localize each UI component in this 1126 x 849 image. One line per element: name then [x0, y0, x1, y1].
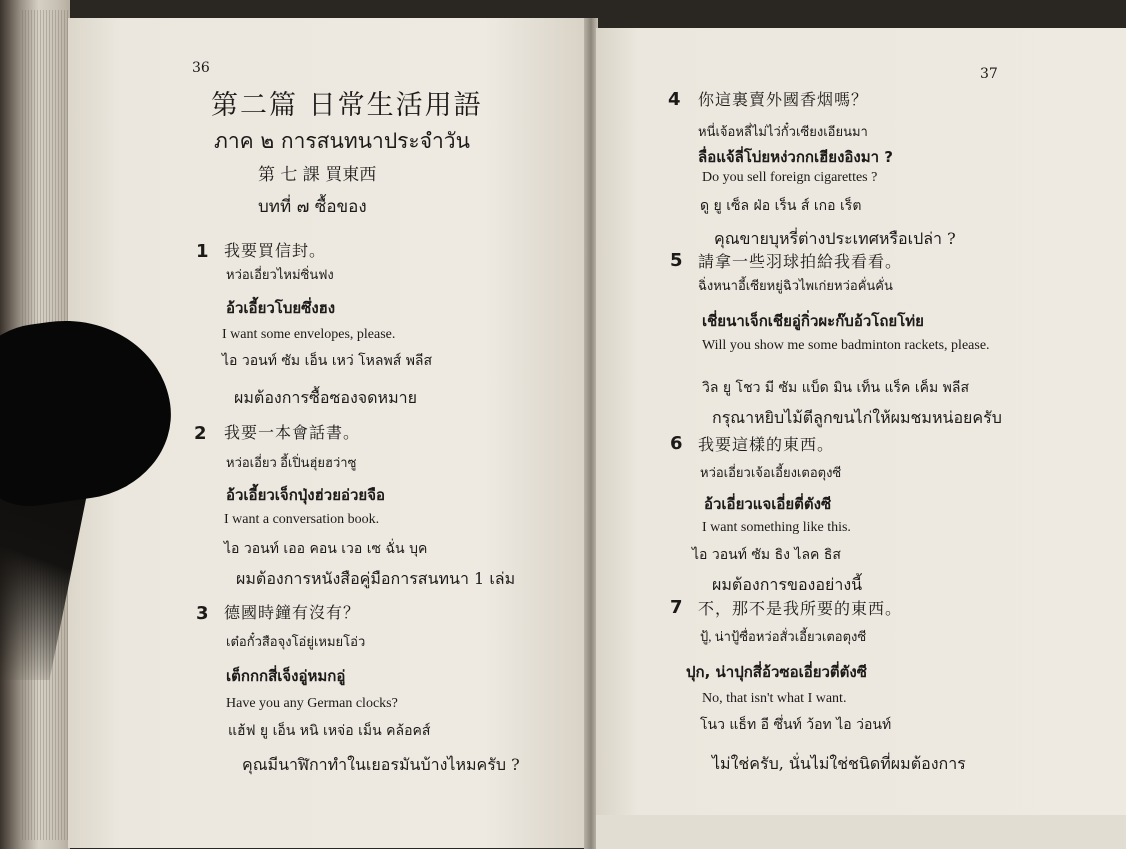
entry-chinese: 我要這樣的東西。	[698, 435, 835, 454]
entry-english-pronunciation: ไอ วอนท์ เออ คอน เวอ เซ ฉั่น บุค	[224, 541, 428, 557]
surface-below-page	[596, 815, 1126, 849]
entry-english: No, that isn't what I want.	[702, 691, 847, 706]
entry-number: 6	[670, 433, 683, 454]
entry-mandarin-reading: หว่อเอี่ยว อี้เปิ่นฮุ่ยฮว่าซู	[226, 455, 357, 470]
page-number-right: 37	[980, 66, 998, 82]
entry-english-pronunciation: ดู ยู เซ็ล ฝ่อ เร็น ส์ เกอ เร็ต	[700, 198, 862, 214]
entry-dialect-reading: ปุก, น่าปุกสี่อ้วซอเอี่ยวตี่ตังซี	[686, 663, 867, 681]
entry-english-pronunciation: โนว แธ็ท อี ซึ่นท์ ว้อท ไอ ว่อนท์	[700, 717, 892, 733]
entry-mandarin-reading: หนี่เจ้อหลี่ไม่ไว่กั๋วเซียงเอียนมา	[698, 124, 868, 139]
entry-thai: คุณขายบุหรี่ต่างประเทศหรือเปล่า ?	[714, 229, 956, 248]
entry-english: I want something like this.	[702, 520, 851, 535]
page-number-left: 36	[192, 60, 210, 76]
entry-number: 5	[670, 250, 683, 271]
entry-mandarin-reading: ฉิ่งหนาอี้เซียหยู่ฉิวไพเก่ยหว่อคั่นคั่น	[698, 278, 893, 293]
entry-english: I want a conversation book.	[224, 512, 380, 527]
entry-english-pronunciation: ไอ วอนท์ ซัม ธิง ไลค ธิส	[692, 547, 841, 563]
entry-mandarin-reading: หว่อเอี่ยวเจ้อเอี้ยงเตอตุงซี	[700, 465, 842, 480]
entry-mandarin-reading: ปู้, น่าปู้ซื่อหว่อสั่วเอี้ยวเตอตุงซี	[700, 629, 867, 644]
entry-dialect-reading: อ้วเอี่ยวแจเอี่ยตี่ตังซี	[704, 495, 832, 513]
entry-english: Have you any German clocks?	[226, 696, 398, 711]
entry-english-pronunciation: วิล ยู โชว มี ซัม แบ็ด มิน เท็น แร็ค เค็ม พลีส	[702, 380, 970, 396]
entry-chinese: 你這裏賣外國香烟嗎？	[698, 90, 869, 109]
lesson-title-zh: 第 七 課 買東西	[258, 165, 377, 185]
entry-english: Do you sell foreign cigarettes ?	[702, 170, 878, 185]
lesson-title-th: บทที่ ๗ ซื้อของ	[258, 197, 367, 217]
entry-english-pronunciation: ไอ วอนท์ ซัม เอ็น เหว่ โหลพส์ พลีส	[222, 353, 433, 369]
entry-number: 7	[670, 597, 683, 618]
entry-thai: ผมต้องการของอย่างนี้	[712, 575, 863, 594]
entry-thai: กรุณาหยิบไม้ตีลูกขนไก่ให้ผมชมหน่อยครับ	[712, 408, 1002, 427]
entry-number: 2	[194, 423, 207, 444]
entry-english: Will you show me some badminton rackets, please.	[702, 338, 990, 353]
entry-chinese: 不，那不是我所要的東西。	[698, 599, 903, 618]
entry-chinese: 請拿一些羽球拍給我看看。	[698, 252, 903, 271]
entry-thai: ผมต้องการซื้อซองจดหมาย	[234, 388, 417, 407]
entry-number: 1	[196, 241, 209, 262]
entry-mandarin-reading: หว่อเอี่ยวไหม่ซิ่นฟง	[226, 267, 334, 282]
entry-dialect-reading: เชี่ยนาเจ็กเชียอู่กิ่วผะก๊บอ้วโถยโท่ย	[702, 312, 924, 330]
part-label: ภาค ๒ การสนทนาประจำวัน	[214, 129, 470, 153]
entry-dialect-reading: เต็กกกสี่เจ็งอู่หมกอู่	[226, 667, 346, 685]
entry-dialect-reading: อ้วเอี้ยวเจ็กปุ่งฮ่วยอ่วยจือ	[226, 486, 386, 504]
entry-number: 3	[196, 603, 209, 624]
entry-chinese: 德國時鐘有沒有？	[224, 603, 361, 622]
entry-thai: ผมต้องการหนังสือคู่มือการสนทนา 1 เล่ม	[236, 569, 516, 588]
entry-dialect-reading: ลื่อแจ้ลี่โบ่ยหง่วกกเฮียงอิงมา ?	[698, 148, 893, 166]
entry-thai: ไม่ใช่ครับ, นั่นไม่ใช่ชนิดที่ผมต้องการ	[712, 754, 966, 773]
entry-chinese: 我要一本會話書。	[224, 423, 361, 442]
entry-english-pronunciation: แฮ้ฟ ยู เอ็น หนิ เหจ่อ เม็น คล้อคส์	[228, 723, 431, 739]
entry-dialect-reading: อ้วเอี้ยวโบยซึ่งฮง	[226, 299, 336, 317]
entry-number: 4	[668, 89, 681, 110]
entry-thai: คุณมีนาฬิกาทำในเยอรมันบ้างไหมครับ ?	[242, 755, 520, 774]
entry-mandarin-reading: เต๋อกั๋วสือจุงโอ่ยู่เหมยโอ่ว	[226, 634, 366, 649]
entry-chinese: 我要買信封。	[224, 241, 327, 260]
section-title: 第二篇 日常生活用語	[211, 90, 483, 121]
entry-english: I want some envelopes, please.	[222, 327, 396, 342]
